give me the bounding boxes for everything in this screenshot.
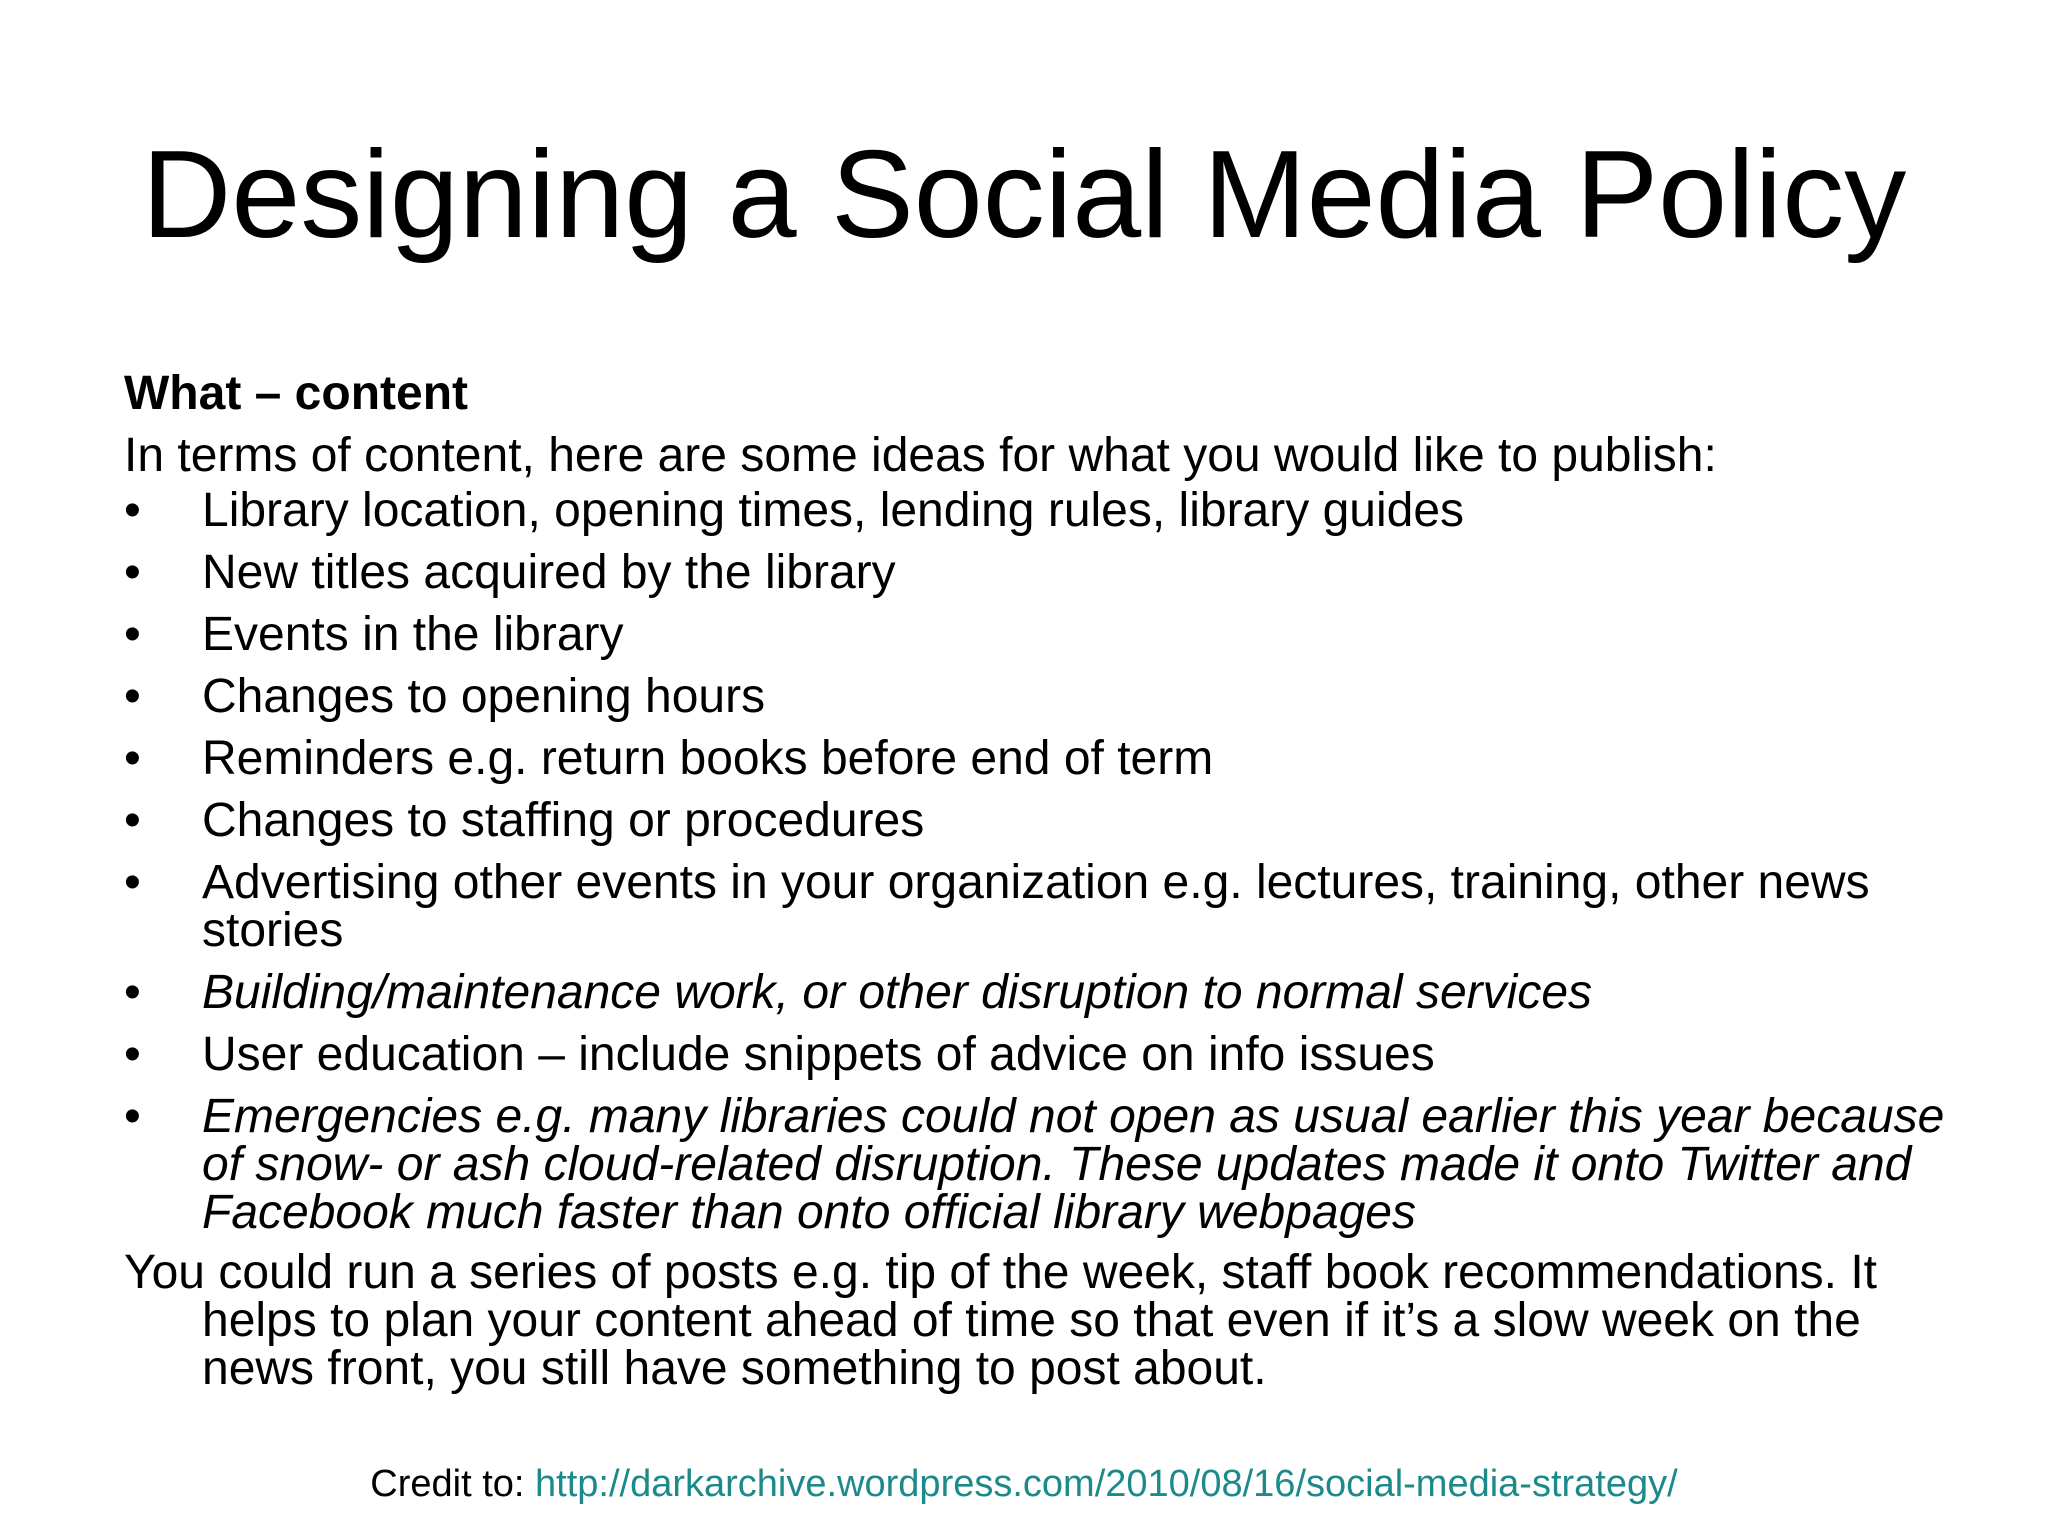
list-item <box>124 966 1954 1019</box>
section-heading: What – content <box>124 367 468 420</box>
list-item <box>124 670 1954 723</box>
bullet-icon: • <box>124 484 141 537</box>
list-item-text: Library location, opening times, lending rules, library guides <box>202 484 1465 537</box>
closing-paragraph: You could run a series of posts e.g. tip of the week, staff book recommendations. It helps to plan your content ahead of time so that even if it’s a slow week on the news front, you still have something to post about. <box>124 1246 1878 1395</box>
credit-line <box>0 1462 2048 1506</box>
slide-title: Designing a Social Media Policy <box>141 126 1907 264</box>
credit-label: Credit to: <box>370 1463 536 1505</box>
intro-text: In terms of content, here are some ideas for what you would like to publish: <box>124 429 1717 482</box>
list-item-text: Advertising other events in your organization e.g. lectures, training, other news stories <box>202 856 1870 957</box>
list-item <box>124 856 1954 957</box>
bullet-icon: • <box>124 608 141 661</box>
list-item <box>124 794 1954 847</box>
list-item-text: New titles acquired by the library <box>202 546 896 599</box>
bullet-icon: • <box>124 856 141 909</box>
list-item-text: Emergencies e.g. many libraries could not open as usual earlier this year because of snow- or ash cloud-related disruption. These updates made it onto Twitter and Facebook much faster than onto official library webpages <box>202 1090 1945 1239</box>
bullet-icon: • <box>124 794 141 847</box>
list-item <box>124 608 1954 661</box>
list-item-text: Building/maintenance work, or other disruption to normal services <box>202 966 1593 1019</box>
list-item <box>124 732 1954 785</box>
slide-body <box>124 363 1954 1393</box>
list-item-text: Changes to opening hours <box>202 670 766 723</box>
list-item-text: Events in the library <box>202 608 624 661</box>
bullet-icon: • <box>124 1028 141 1081</box>
list-item <box>124 1028 1954 1081</box>
bullet-icon: • <box>124 732 141 785</box>
bullet-list <box>124 484 1954 1239</box>
bullet-icon: • <box>124 966 141 1019</box>
credit-link[interactable]: http://darkarchive.wordpress.com/2010/08/16/social-media-strategy/ <box>535 1463 1678 1505</box>
list-item <box>124 546 1954 599</box>
bullet-icon: • <box>124 546 141 599</box>
bullet-icon: • <box>124 670 141 723</box>
list-item-text: Changes to staffing or procedures <box>202 794 925 847</box>
list-item-text: Reminders e.g. return books before end of term <box>202 732 1214 785</box>
bullet-icon: • <box>124 1090 141 1143</box>
list-item-text: User education – include snippets of advice on info issues <box>202 1028 1435 1081</box>
list-item <box>124 1090 1954 1239</box>
list-item <box>124 484 1954 537</box>
